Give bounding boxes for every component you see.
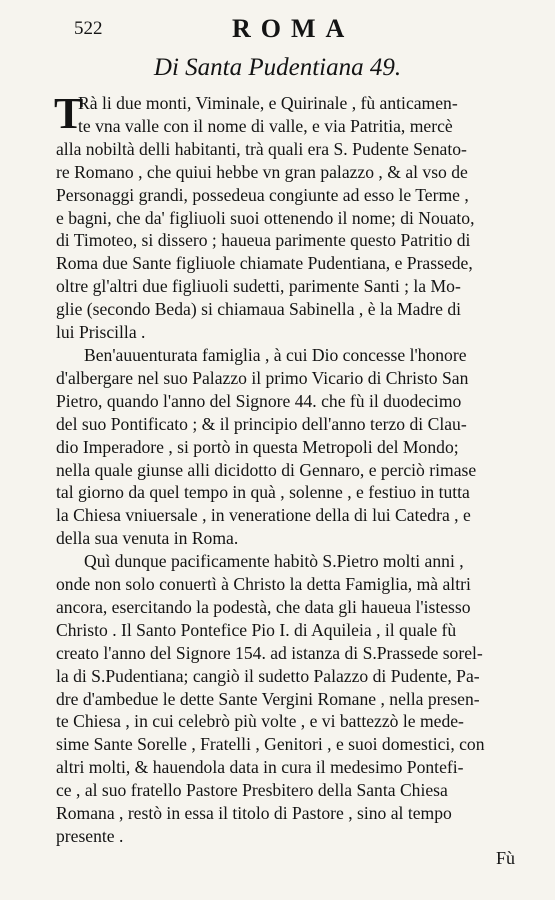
text-line: di Timoteo, si dissero ; haueua parimente questo Patritio di bbox=[56, 230, 471, 251]
text-line: lui Priscilla . bbox=[56, 322, 146, 343]
text-line: alla nobiltà delli habitanti, trà quali era S. Pudente Senato- bbox=[56, 138, 467, 159]
text-line: della sua venuta in Roma. bbox=[56, 528, 239, 549]
text-line: nella quale giunse alli dicidotto di Gennaro, e perciò rimase bbox=[56, 459, 477, 480]
text-line: del suo Pontificato ; & il principio dell'anno terzo di Clau- bbox=[56, 413, 467, 434]
catchword: Fù bbox=[495, 848, 515, 868]
text-line: e bagni, che da' figliuoli suoi ottenendo il nome; di Nouato, bbox=[56, 207, 475, 228]
paragraph bbox=[56, 344, 534, 550]
text-line: altri molti, & hauendola data in cura il medesimo Pontefi- bbox=[56, 757, 464, 778]
text-line: presente . bbox=[56, 826, 124, 846]
text-line: sime Sante Sorelle , Fratelli , Genitori , e suoi domestici, con bbox=[56, 734, 485, 755]
text-line: re Romano , che quiui hebbe vn gran palazzo , & al vso de bbox=[56, 161, 468, 182]
text-line: Romana , restò in essa il titolo di Pastore , sino al tempo bbox=[56, 803, 452, 824]
paragraph bbox=[54, 89, 534, 344]
text-line: tal giorno da quel tempo in quà , solenne , e festiuo in tutta bbox=[56, 482, 470, 503]
text-line: onde non solo conuertì à Christo la detta Famiglia, mà altri bbox=[56, 574, 471, 595]
body-text bbox=[54, 89, 534, 848]
drop-cap: T bbox=[54, 89, 84, 138]
text-line: ancora, esercitando la podestà, che data gli haueua l'istesso bbox=[56, 596, 471, 617]
text-line: dre d'ambedue le dette Sante Vergini Romane , nella presen- bbox=[56, 688, 480, 709]
text-line: Roma due Sante figliuole chiamate Pudentiana, e Prassede, bbox=[56, 253, 473, 274]
text-line: creato l'anno del Signore 154. ad istanza di S.Prassede sorel- bbox=[56, 642, 483, 663]
text-line: Rà li due monti, Viminale, e Quirinale , fù anticamen- bbox=[78, 93, 458, 113]
page-number: 522 bbox=[74, 18, 103, 39]
text-line: ce , al suo fratello Pastore Presbitero della Santa Chiesa bbox=[56, 780, 448, 801]
paragraph bbox=[56, 550, 534, 848]
text-line: d'albergare nel suo Palazzo il primo Vicario di Christo San bbox=[56, 367, 469, 388]
chapter-title: Di Santa Pudentiana 49. bbox=[153, 54, 402, 81]
text-line: la Chiesa vniuersale , in veneratione della di lui Catedra , e bbox=[56, 505, 471, 526]
text-line: te Chiesa , in cui celebrò più volte , e vi battezzò le mede- bbox=[56, 711, 464, 732]
running-head: ROMA bbox=[232, 14, 355, 43]
text-line: Ben'auuenturata famiglia , à cui Dio concesse l'honore bbox=[84, 344, 467, 365]
text-line: te vna valle con il nome di valle, e via Patritia, mercè bbox=[78, 115, 453, 136]
page-header bbox=[0, 8, 555, 42]
text-line: dio Imperadore , si portò in questa Metropoli del Mondo; bbox=[56, 436, 459, 457]
text-line: Pietro, quando l'anno del Signore 44. che fù il duodecimo bbox=[56, 390, 462, 411]
text-line: Quì dunque pacificamente habitò S.Pietro molti anni , bbox=[84, 551, 464, 572]
text-line: Christo . Il Santo Pontefice Pio I. di Aquileia , il quale fù bbox=[56, 619, 457, 640]
text-line: oltre gl'altri due figliuoli sudetti, parimente Santi ; la Mo- bbox=[56, 276, 461, 297]
text-line: Personaggi grandi, possedeua congiunte ad esso le Terme , bbox=[56, 184, 469, 205]
text-line: la di S.Pudentiana; cangiò il sudetto Palazzo di Pudente, Pa- bbox=[56, 665, 480, 686]
text-line: glie (secondo Beda) si chiamaua Sabinella , è la Madre di bbox=[56, 299, 461, 320]
